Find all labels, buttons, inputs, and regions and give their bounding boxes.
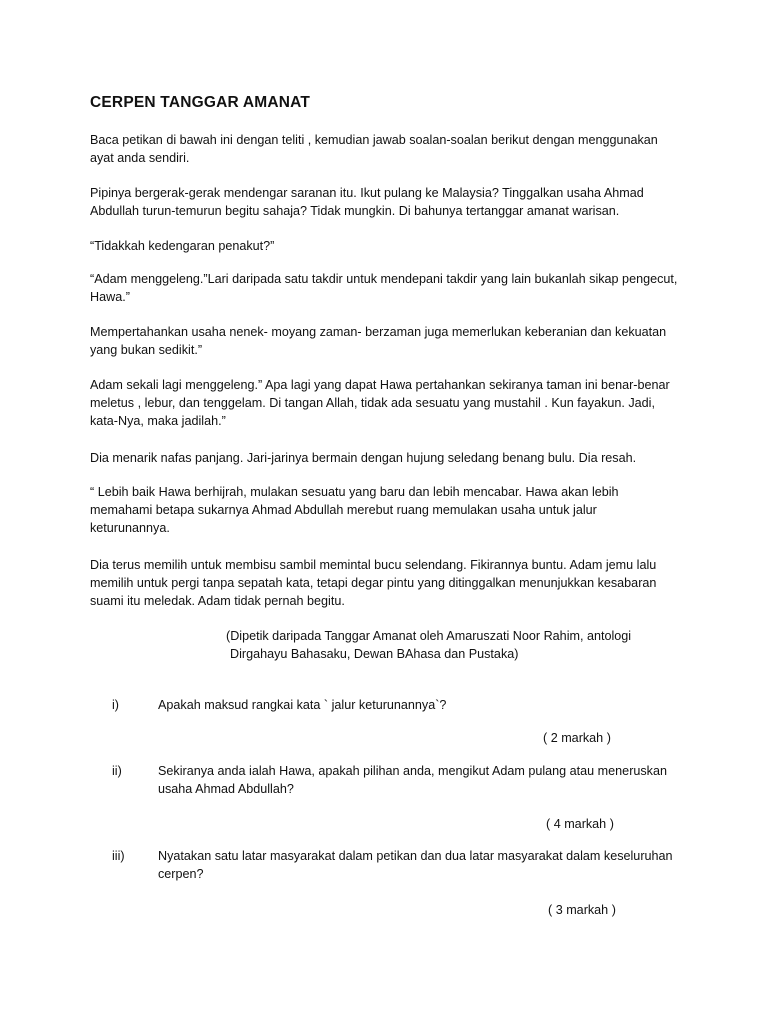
passage-paragraph: “Tidakkah kedengaran penakut?” <box>90 239 275 253</box>
passage-paragraph: Pipinya bergerak-gerak mendengar saranan itu. Ikut pulang ke Malaysia? Tinggalkan usaha Ahmad Abdullah turun-temurun begitu sahaja? Tidak mungkin. Di bahunya tertanggar amanat warisan. <box>90 186 644 218</box>
question-marks: ( 2 markah ) <box>543 731 611 745</box>
question-marks: ( 4 markah ) <box>546 817 614 831</box>
passage-paragraph: Adam sekali lagi menggeleng.” Apa lagi yang dapat Hawa pertahankan sekiranya taman ini benar-benar meletus , lebur, dan tenggelam. Di tangan Allah, tidak ada sesuatu yang mustahil . Kun fayakun. Jadi, kata-Nya, maka jadilah.” <box>90 378 670 428</box>
question-number: i) <box>112 698 119 712</box>
document-title: CERPEN TANGGAR AMANAT <box>90 94 311 111</box>
question-text: Nyatakan satu latar masyarakat dalam petikan dan dua latar masyarakat dalam keseluruhan cerpen? <box>158 849 673 881</box>
source-citation <box>226 627 686 663</box>
question-number: ii) <box>112 764 122 778</box>
passage-paragraph: Mempertahankan usaha nenek- moyang zaman- berzaman juga memerlukan keberanian dan kekuatan yang bukan sedikit.” <box>90 325 667 357</box>
question-marks: ( 3 markah ) <box>548 903 616 917</box>
source-line-1: (Dipetik daripada Tanggar Amanat oleh Amaruszati Noor Rahim, antologi <box>226 629 632 643</box>
passage-paragraph: “ Lebih baik Hawa berhijrah, mulakan sesuatu yang baru dan lebih mencabar. Hawa akan lebih memahami betapa sukarnya Ahmad Abdullah merebut ruang memulakan usaha untuk jalur keturunannya. <box>90 485 619 535</box>
source-line-2: Dirgahayu Bahasaku, Dewan BAhasa dan Pustaka) <box>230 647 519 661</box>
passage-paragraph: Dia menarik nafas panjang. Jari-jarinya bermain dengan hujung seledang benang bulu. Dia resah. <box>90 451 637 465</box>
question-text: Sekiranya anda ialah Hawa, apakah pilihan anda, mengikut Adam pulang atau meneruskan usaha Ahmad Abdullah? <box>158 764 667 796</box>
question-text: Apakah maksud rangkai kata ` jalur keturunannya`? <box>158 698 447 712</box>
instruction-paragraph: Baca petikan di bawah ini dengan teliti , kemudian jawab soalan-soalan berikut dengan menggunakan ayat anda sendiri. <box>90 133 658 165</box>
question-number: iii) <box>112 849 125 863</box>
passage-paragraph: “Adam menggeleng.”Lari daripada satu takdir untuk mendepani takdir yang lain bukanlah sikap pengecut, Hawa.” <box>90 272 678 304</box>
passage-paragraph: Dia terus memilih untuk membisu sambil memintal bucu selendang. Fikirannya buntu. Adam jemu lalu memilih untuk pergi tanpa sepatah kata, tetapi degar pintu yang ditinggalkan menunjukkan kesabaran suami itu meledak. Adam tidak pernah begitu. <box>90 558 657 608</box>
